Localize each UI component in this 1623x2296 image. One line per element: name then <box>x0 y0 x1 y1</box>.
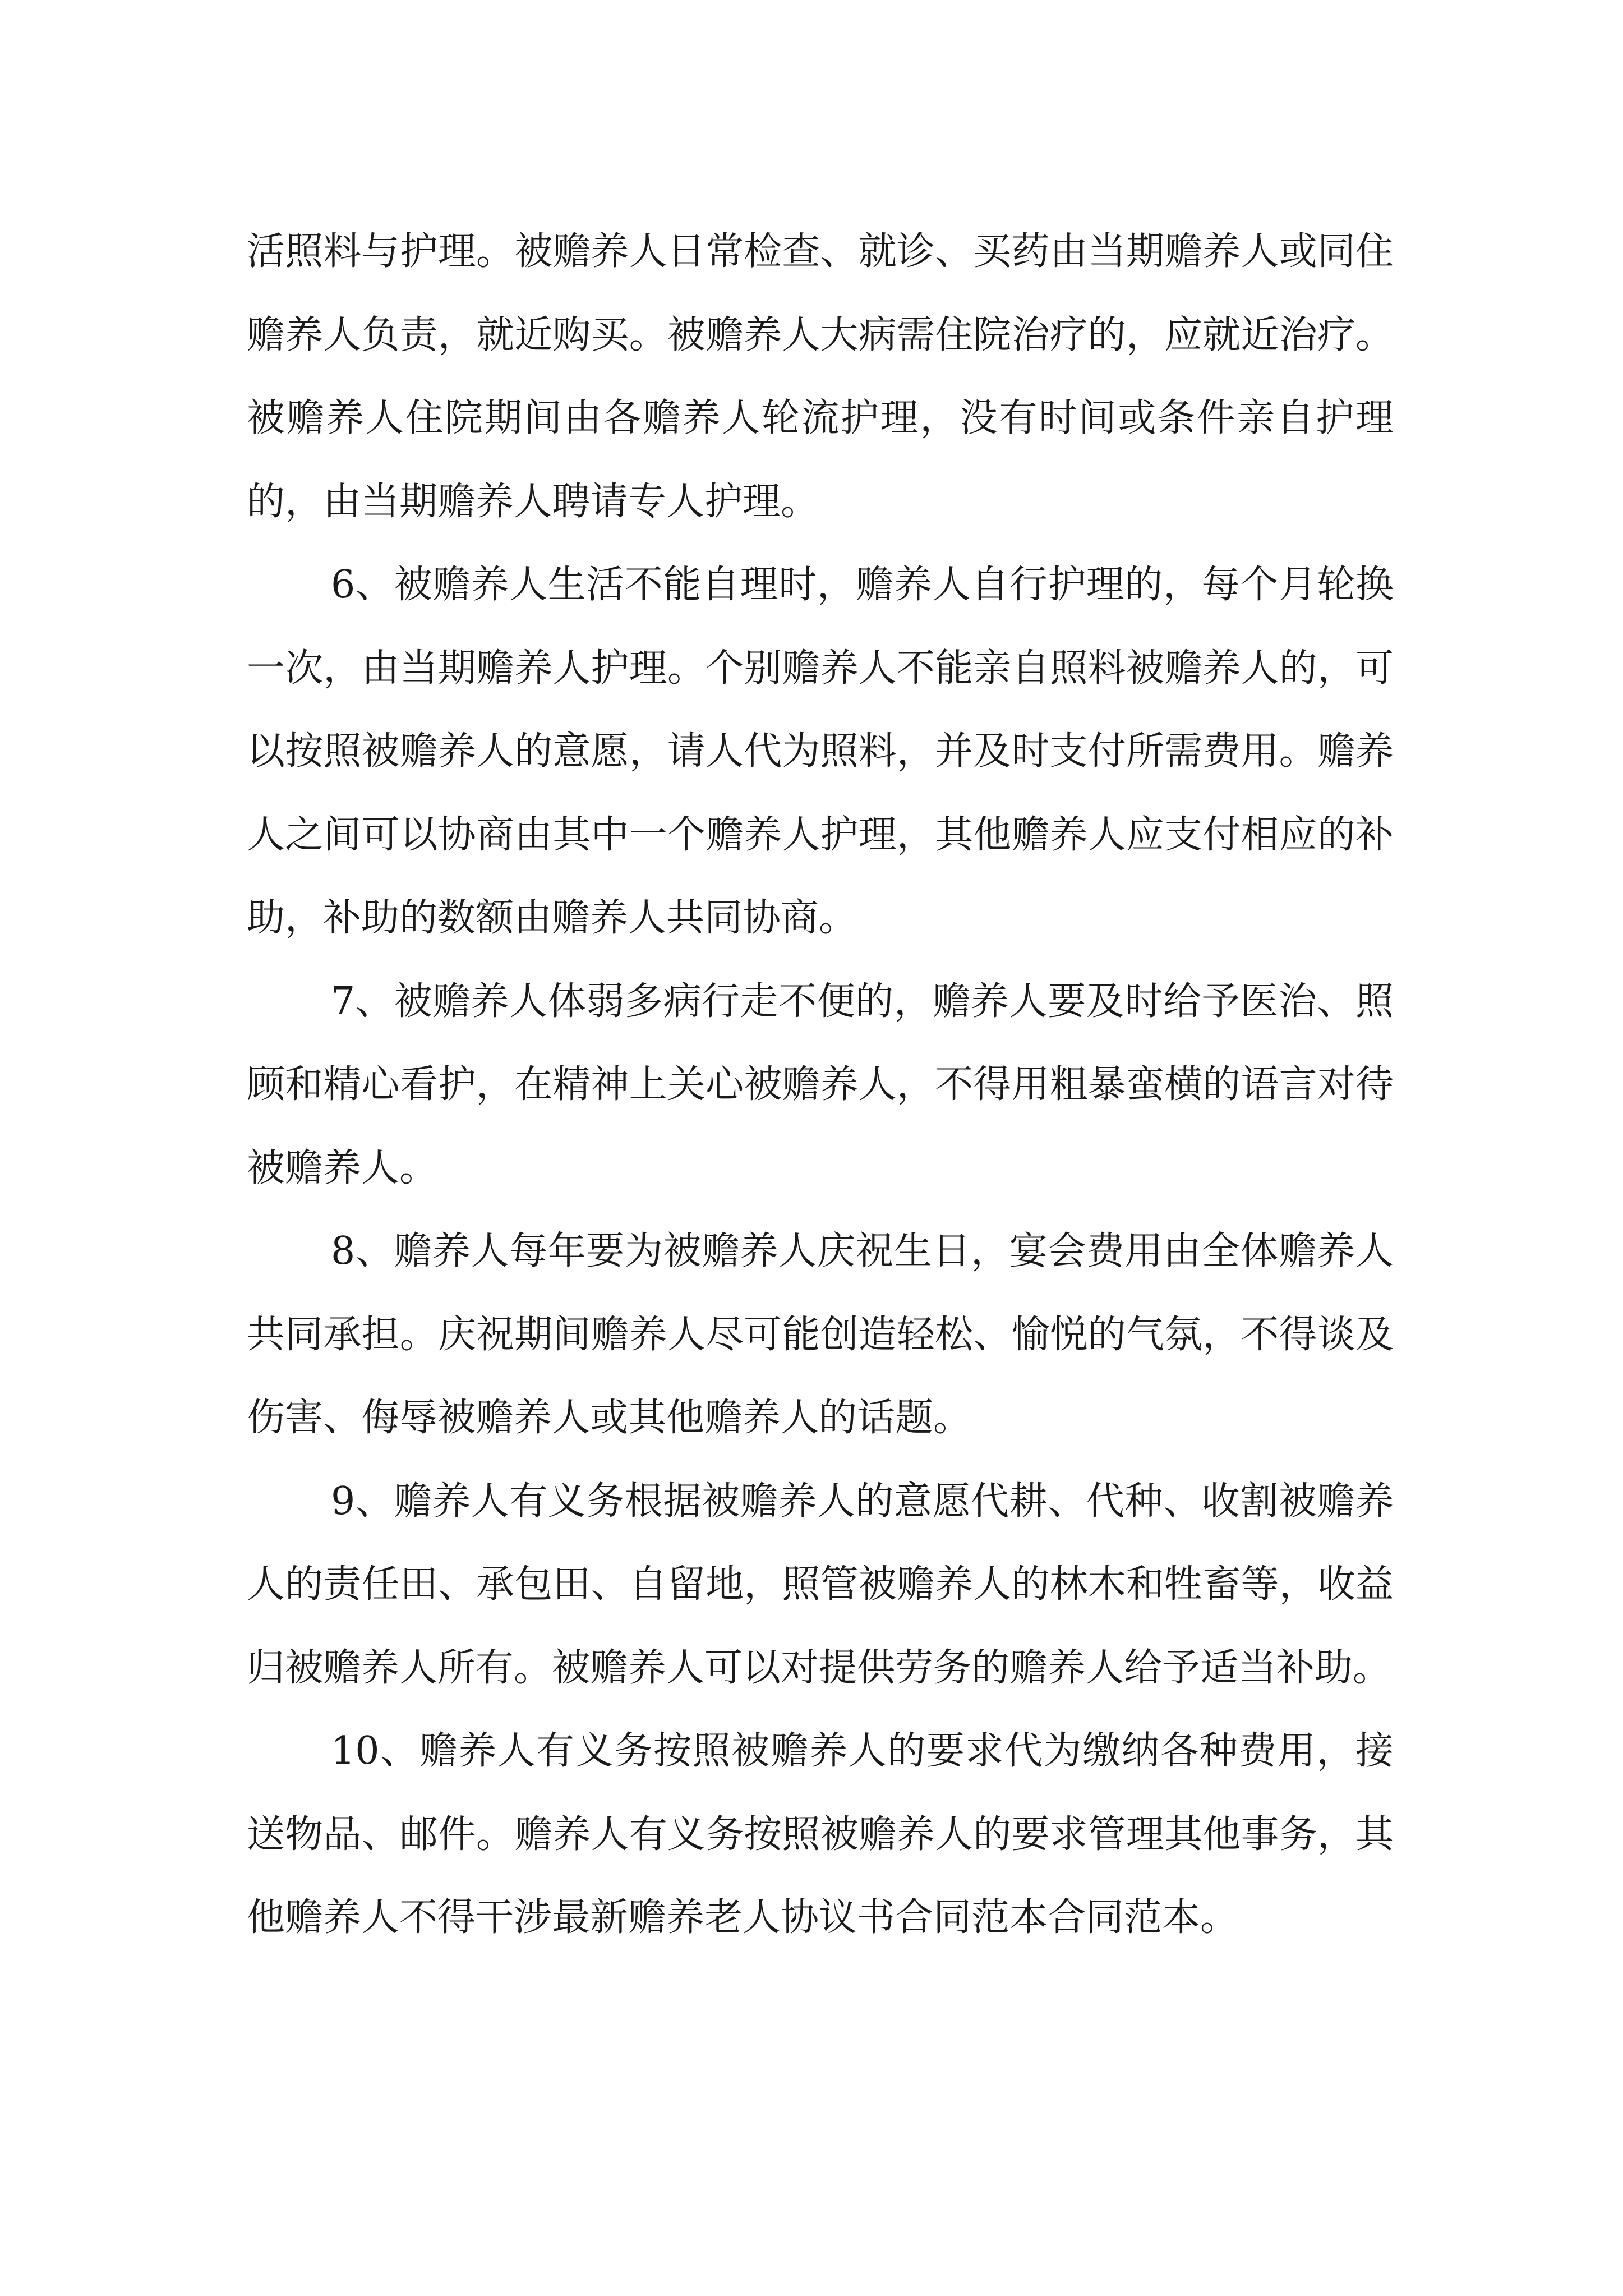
paragraph-item-10: 10、赡养人有义务按照被赡养人的要求代为缴纳各种费用，接送物品、邮件。赡养人有义务按照被赡养人的要求管理其他事务，其他赡养人不得干涉最新赡养老人协议书合同范本合同范本。 <box>247 1729 1394 1940</box>
paragraph-item-8: 8、赡养人每年要为被赡养人庆祝生日，宴会费用由全体赡养人共同承担。庆祝期间赡养人尽可能创造轻松、愉悦的气氛，不得谈及伤害、侮辱被赡养人或其他赡养人的话题。 <box>247 1229 1394 1440</box>
document-body <box>247 210 1394 1960</box>
paragraph-item-6: 6、被赡养人生活不能自理时，赡养人自行护理的，每个月轮换一次，由当期赡养人护理。个别赡养人不能亲自照料被赡养人的，可以按照被赡养人的意愿，请人代为照料，并及时支付所需费用。赡养人之间可以协商由其中一个赡养人护理，其他赡养人应支付相应的补助，补助的数额由赡养人共同协商。 <box>247 563 1394 940</box>
paragraph-item-7: 7、被赡养人体弱多病行走不便的，赡养人要及时给予医治、照顾和精心看护，在精神上关心被赡养人，不得用粗暴蛮横的语言对待被赡养人。 <box>247 979 1394 1190</box>
paragraph-continued: 活照料与护理。被赡养人日常检查、就诊、买药由当期赡养人或同住赡养人负责，就近购买。被赡养人大病需住院治疗的，应就近治疗。被赡养人住院期间由各赡养人轮流护理，没有时间或条件亲自护理的，由当期赡养人聘请专人护理。 <box>247 229 1394 524</box>
paragraph-item-9: 9、赡养人有义务根据被赡养人的意愿代耕、代种、收割被赡养人的责任田、承包田、自留地，照管被赡养人的林木和牲畜等，收益归被赡养人所有。被赡养人可以对提供劳务的赡养人给予适当补助。 <box>247 1479 1394 1690</box>
